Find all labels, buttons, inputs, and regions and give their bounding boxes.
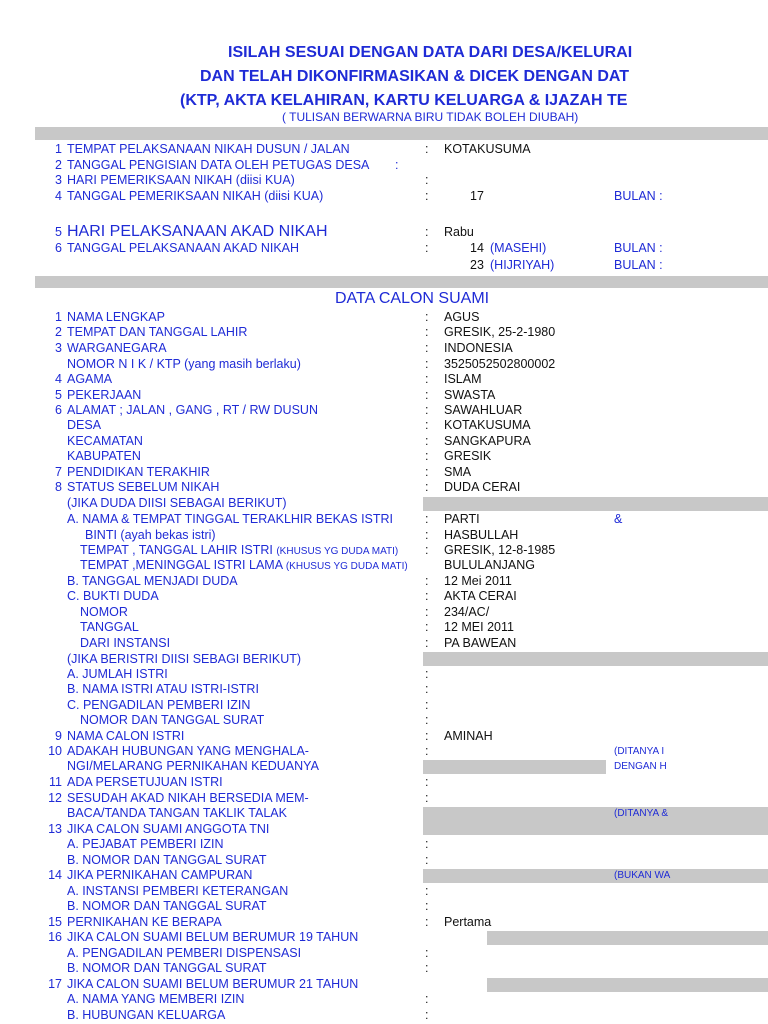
row-number: 12 [48, 791, 62, 805]
header-subtitle: ( TULISAN BERWARNA BIRU TIDAK BOLEH DIUBAH) [282, 110, 579, 124]
field-label: B. NOMOR DAN TANGGAL SURAT [67, 853, 267, 867]
field-label: SESUDAH AKAD NIKAH BERSEDIA MEM- [67, 791, 309, 805]
field-label: A. NAMA YANG MEMBERI IZIN [67, 992, 245, 1006]
colon: : [425, 992, 429, 1006]
row-number: 14 [48, 868, 62, 882]
field-label: BINTI (ayah bekas istri) [85, 528, 216, 542]
hijriyah-day[interactable]: 23 [470, 258, 484, 272]
shaded-cell [423, 869, 768, 883]
masehi-label: (MASEHI) [490, 241, 547, 255]
row-number: 6 [55, 241, 62, 255]
field-label: TANGGAL PEMERIKSAAN NIKAH (diisi KUA) [67, 189, 324, 203]
colon: : [425, 915, 429, 929]
field-value[interactable]: PA BAWEAN [444, 636, 517, 650]
field-value[interactable]: SAWAHLUAR [444, 403, 523, 417]
separator-bar [35, 276, 768, 288]
colon: : [425, 682, 429, 696]
field-note: DENGAN H [614, 761, 667, 772]
header-line-2: DAN TELAH DIKONFIRMASIKAN & DICEK DENGAN DAT [200, 68, 630, 85]
colon: : [425, 372, 429, 386]
field-label: (JIKA BERISTRI DIISI SEBAGI BERIKUT) [67, 652, 302, 666]
field-label: B. NOMOR DAN TANGGAL SURAT [67, 899, 267, 913]
colon: : [425, 961, 429, 975]
field-label: KABUPATEN [67, 449, 141, 463]
field-value[interactable]: GRESIK [444, 449, 492, 463]
field-note: (DITANYA I [614, 746, 665, 757]
hijriyah-label: (HIJRIYAH) [490, 258, 555, 272]
row-number: 2 [55, 325, 62, 339]
shaded-cell [487, 931, 768, 945]
row-number: 4 [55, 372, 62, 386]
row-number: 11 [49, 775, 62, 789]
field-value[interactable]: Pertama [444, 915, 492, 929]
colon: : [425, 837, 429, 851]
field-label: TANGGAL [80, 620, 139, 634]
colon: : [425, 589, 429, 603]
field-label: HARI PEMERIKSAAN NIKAH (diisi KUA) [67, 173, 295, 187]
colon: : [425, 449, 429, 463]
field-label: STATUS SEBELUM NIKAH [67, 480, 220, 494]
colon: : [425, 241, 429, 255]
row-number: 8 [55, 480, 62, 494]
colon: : [425, 225, 429, 239]
row-number: 16 [48, 930, 62, 944]
field-label: JIKA PERNIKAHAN CAMPURAN [67, 868, 253, 882]
colon: : [425, 142, 429, 156]
masehi-day[interactable]: 14 [470, 241, 484, 255]
row-number: 15 [48, 915, 62, 929]
field-note: (KHUSUS YG DUDA MATI) [276, 546, 399, 557]
field-value[interactable]: AGUS [444, 310, 480, 324]
field-label: TEMPAT ,MENINGGAL ISTRI LAMA [80, 558, 283, 572]
row-number: 1 [55, 310, 62, 324]
ampersand: & [614, 512, 623, 526]
field-value[interactable]: ISLAM [444, 372, 482, 386]
field-label: A. JUMLAH ISTRI [67, 667, 168, 681]
field-label: KECAMATAN [67, 434, 143, 448]
row-number: 3 [55, 341, 62, 355]
colon: : [425, 465, 429, 479]
colon: : [425, 325, 429, 339]
field-value[interactable]: 12 Mei 2011 [444, 574, 512, 588]
colon: : [425, 189, 429, 203]
separator-bar [35, 127, 768, 140]
colon: : [425, 480, 429, 494]
field-label: TANGGAL PENGISIAN DATA OLEH PETUGAS DESA [67, 158, 370, 172]
field-label: TEMPAT PELAKSANAAN NIKAH DUSUN / JALAN [67, 142, 350, 156]
field-label: JIKA CALON SUAMI ANGGOTA TNI [67, 822, 270, 836]
field-label: C. PENGADILAN PEMBERI IZIN [67, 698, 251, 712]
bulan-label: BULAN : [614, 258, 663, 272]
shaded-cell [487, 978, 768, 992]
colon: : [425, 744, 429, 758]
field-value[interactable]: SWASTA [444, 388, 496, 402]
colon: : [425, 173, 429, 187]
field-label: A. PEJABAT PEMBERI IZIN [67, 837, 224, 851]
colon: : [425, 543, 429, 557]
field-label: B. TANGGAL MENJADI DUDA [67, 574, 238, 588]
colon: : [395, 158, 399, 172]
colon: : [425, 729, 429, 743]
bulan-label: BULAN : [614, 241, 663, 255]
shaded-cell [423, 760, 606, 774]
field-label: NOMOR DAN TANGGAL SURAT [80, 713, 265, 727]
field-label: WARGANEGARA [67, 341, 167, 355]
colon: : [425, 1008, 429, 1022]
row-number: 1 [55, 142, 62, 156]
row-number: 5 [55, 225, 62, 239]
colon: : [425, 341, 429, 355]
colon: : [425, 884, 429, 898]
field-label: B. NAMA ISTRI ATAU ISTRI-ISTRI [67, 682, 259, 696]
field-label: C. BUKTI DUDA [67, 589, 159, 603]
colon: : [425, 791, 429, 805]
field-label: A. INSTANSI PEMBERI KETERANGAN [67, 884, 289, 898]
colon: : [425, 574, 429, 588]
field-label: (JIKA DUDA DIISI SEBAGAI BERIKUT) [67, 496, 287, 510]
field-label: A. PENGADILAN PEMBERI DISPENSASI [67, 946, 302, 960]
field-value[interactable]: KOTAKUSUMA [444, 142, 531, 156]
field-label: A. NAMA & TEMPAT TINGGAL TERAKLHIR BEKAS ISTRI [67, 512, 394, 526]
field-label: TEMPAT , TANGGAL LAHIR ISTRI [80, 543, 273, 557]
field-label: NOMOR [80, 605, 128, 619]
row-number: 9 [55, 729, 62, 743]
bulan-label: BULAN : [614, 189, 663, 203]
field-label: NOMOR N I K / KTP (yang masih berlaku) [67, 357, 301, 371]
colon: : [425, 388, 429, 402]
field-label: PENDIDIKAN TERAKHIR [67, 465, 210, 479]
shaded-cell [423, 497, 768, 511]
field-label: AGAMA [67, 372, 113, 386]
field-value[interactable]: BULULANJANG [444, 558, 535, 572]
section-title: DATA CALON SUAMI [335, 290, 490, 307]
colon: : [425, 528, 429, 542]
row-number: 7 [55, 465, 62, 479]
field-value[interactable]: INDONESIA [444, 341, 513, 355]
row-number: 13 [48, 822, 62, 836]
colon: : [425, 853, 429, 867]
field-label: DESA [67, 418, 102, 432]
row-number: 3 [55, 173, 62, 187]
field-label: ADAKAH HUBUNGAN YANG MENGHALA- [67, 744, 309, 758]
field-value[interactable]: AMINAH [444, 729, 493, 743]
field-value[interactable]: HASBULLAH [444, 528, 519, 542]
field-label: TEMPAT DAN TANGGAL LAHIR [67, 325, 248, 339]
field-value[interactable]: GRESIK, 12-8-1985 [444, 543, 556, 557]
colon: : [425, 434, 429, 448]
field-label: BACA/TANDA TANGAN TAKLIK TALAK [67, 806, 287, 820]
colon: : [425, 310, 429, 324]
colon: : [425, 775, 429, 789]
field-value[interactable]: 17 [470, 189, 484, 203]
row-number: 10 [48, 744, 62, 758]
field-label: B. HUBUNGAN KELUARGA [67, 1008, 226, 1022]
shaded-cell [423, 807, 768, 835]
field-value[interactable]: AKTA CERAI [444, 589, 517, 603]
field-label: JIKA CALON SUAMI BELUM BERUMUR 21 TAHUN [67, 977, 359, 991]
field-value[interactable]: 12 MEI 2011 [444, 620, 514, 634]
colon: : [425, 667, 429, 681]
field-label: NAMA LENGKAP [67, 310, 165, 324]
field-label: TANGGAL PELAKSANAAN AKAD NIKAH [67, 241, 300, 255]
field-value[interactable]: 234/AC/ [444, 605, 490, 619]
row-number: 2 [55, 158, 62, 172]
field-label: ALAMAT ; JALAN , GANG , RT / RW DUSUN [67, 403, 318, 417]
colon: : [425, 403, 429, 417]
shaded-cell [423, 652, 768, 666]
row-number: 17 [48, 977, 62, 991]
field-label: PERNIKAHAN KE BERAPA [67, 915, 222, 929]
field-value[interactable]: KOTAKUSUMA [444, 418, 531, 432]
header-line-1: ISILAH SESUAI DENGAN DATA DARI DESA/KELURAI [228, 44, 633, 61]
colon: : [425, 636, 429, 650]
field-value[interactable]: GRESIK, 25-2-1980 [444, 325, 556, 339]
colon: : [425, 418, 429, 432]
colon: : [425, 899, 429, 913]
field-value[interactable]: SMA [444, 465, 472, 479]
colon: : [425, 512, 429, 526]
field-label: NAMA CALON ISTRI [67, 729, 185, 743]
row-number: 6 [55, 403, 62, 417]
field-label: JIKA CALON SUAMI BELUM BERUMUR 19 TAHUN [67, 930, 359, 944]
colon: : [425, 713, 429, 727]
row-number: 4 [55, 189, 62, 203]
colon: : [425, 620, 429, 634]
field-label: B. NOMOR DAN TANGGAL SURAT [67, 961, 267, 975]
row-number: 5 [55, 388, 62, 402]
field-label: PEKERJAAN [67, 388, 142, 402]
field-value[interactable]: Rabu [444, 225, 474, 239]
field-label: NGI/MELARANG PERNIKAHAN KEDUANYA [67, 759, 319, 773]
field-note: (BUKAN WA [614, 870, 671, 881]
field-value[interactable]: SANGKAPURA [444, 434, 531, 448]
field-value[interactable]: 3525052502800002 [444, 357, 556, 371]
field-label: HARI PELAKSANAAN AKAD NIKAH [67, 223, 328, 240]
field-note: (DITANYA & [614, 808, 669, 819]
colon: : [425, 605, 429, 619]
field-label: DARI INSTANSI [80, 636, 171, 650]
field-value[interactable]: PARTI [444, 512, 480, 526]
colon: : [425, 698, 429, 712]
header-line-3: (KTP, AKTA KELAHIRAN, KARTU KELUARGA & IJAZAH TE [180, 92, 628, 109]
field-value[interactable]: DUDA CERAI [444, 480, 521, 494]
field-note: (KHUSUS YG DUDA MATI) [285, 561, 408, 572]
field-label: ADA PERSETUJUAN ISTRI [67, 775, 223, 789]
colon: : [425, 946, 429, 960]
colon: : [425, 357, 429, 371]
